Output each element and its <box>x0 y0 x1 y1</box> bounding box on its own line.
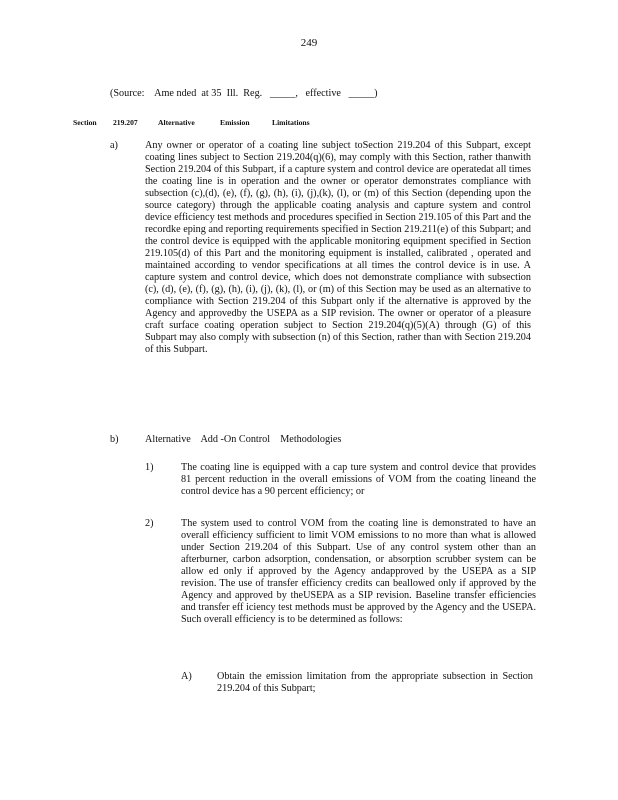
section-title-word-3: Limitations <box>272 118 310 127</box>
source-line: (Source: Ame nded at 35 Ill. Reg. _____, effective _____) <box>110 88 378 99</box>
page-number: 249 <box>300 37 318 49</box>
item-2-label: 2) <box>145 518 154 529</box>
item-1-text: The coating line is equipped with a cap ture system and control device that provides 81 percent reduction in the overall emissions of VOM from the coating lineand the control device has a 90 percent efficiency; or <box>181 462 536 497</box>
subsection-a-text: Any owner or operator of a coating line subject toSection 219.204 of this Subpart, except coating lines subject to Section 219.204(q)(6), may comply with this Section, rather thanwith Section 219.204 of this Subpart, if a capture system and control device are operatedat all times the coating line is in operation and the owner or operator demonstrates compliance with subsection (c),(d), (e), (f), (g), (h), (i), (j),(k), (l), or (m) of this Section (depending upon the source category) through the applicable coating analysis and capture system and control device efficiency test methods and procedures specified in Section 219.105 of this Part and the recordke eping and reporting requirements specified in Section 219.211(e) of this Subpart; and the control device is equipped with the applicable monitoring equipment specified in Section 219.105(d) of this Part and the monitoring equipment is installed, calibrated , operated and maintained according to vendor specifications at all times the control device is in use. A capture system and control device, which does not demonstrate compliance with subsection (c), (d), (e), (f), (g), (h), (i), (j), (k), (l), or (m) of this Section may be used as an alternative to compliance with Section 219.204 of this Subpart only if the alternative is approved by the Agency and approvedby the USEPA as a SIP revision. The owner or operator of a pleasure craft surface coating operation subject to Section 219.204(q)(5)(A) through (G) of this Subpart may also comply with subsection (n) of this Section, rather than with Section 219.204 of this Subpart. <box>145 140 531 355</box>
item-2-text: The system used to control VOM from the coating line is demonstrated to have an overall efficiency sufficient to limit VOM emissions to no more than what is allowed under Section 219.204 of this Subpart. Use of any control system other than an afterburner, carbon adsorption, condensation, or absorption scrubber system can be allow ed only if approved by the Agency andapproved by the USEPA as a SIP revision. The use of transfer efficiency credits can beallowed only if approved by the Agency and approved by theUSEPA as a SIP revision. Baseline transfer efficiencies and transfer eff iciency test methods must be approved by the Agency and the USEPA. Such overall efficiency is to be determined as follows: <box>181 518 536 625</box>
item-A-label: A) <box>181 671 192 682</box>
section-title-word-2: Emission <box>220 118 250 127</box>
section-number: 219.207 <box>113 118 138 127</box>
section-label: Section <box>73 118 97 127</box>
section-title-word-1: Alternative <box>158 118 195 127</box>
subsection-b-heading: Alternative Add -On Control Methodologies <box>145 434 342 445</box>
subsection-b-label: b) <box>110 434 119 445</box>
item-1-label: 1) <box>145 462 154 473</box>
subsection-a-label: a) <box>110 140 118 151</box>
item-A-text: Obtain the emission limitation from the appropriate subsection in Section 219.204 of this Subpart; <box>217 671 533 694</box>
